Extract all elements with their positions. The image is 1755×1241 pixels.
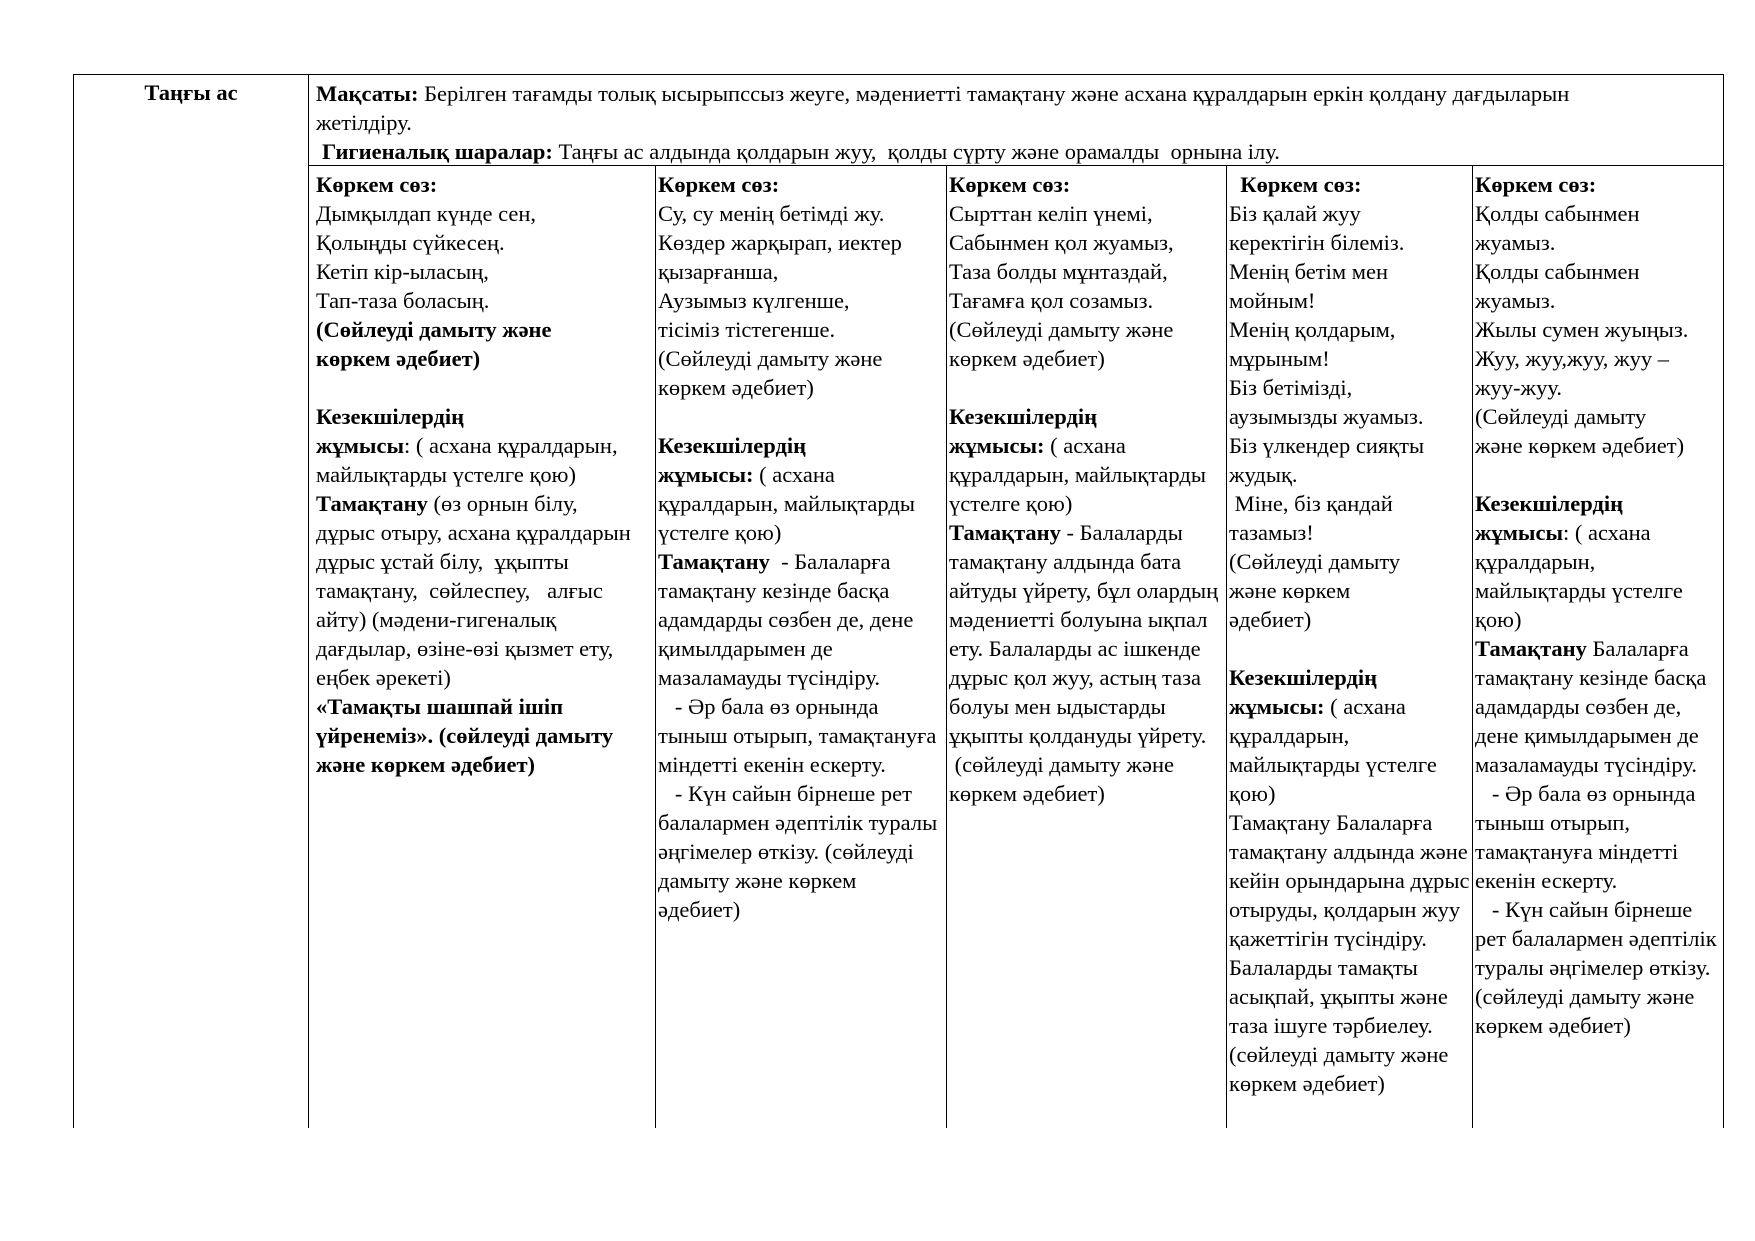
col3-line: Тағамға қол созамыз. <box>949 288 1154 313</box>
col4-line: керектігін білеміз. <box>1229 230 1405 255</box>
col3-line: (Сөйлеуді дамыту және <box>949 317 1174 342</box>
col3-line: көркем әдебиет) <box>949 346 1105 371</box>
col3-line: Кезекшілердің <box>949 404 1098 429</box>
col4-line: Тамақтану Балаларға <box>1229 810 1433 835</box>
col2-line: адамдарды сөзбен де, дене <box>658 607 914 632</box>
col5-line: екенін ескерту. <box>1475 868 1618 893</box>
col1-line: Кезекшілердің <box>316 404 465 429</box>
col3-line <box>949 518 1225 547</box>
col3-line: тамақтану алдында бата <box>949 549 1182 574</box>
col4-line: қажеттігін түсіндіру. <box>1229 926 1427 951</box>
col4-line: Менің қолдарым, <box>1229 317 1396 342</box>
col5-meal-text: Балаларға <box>1586 636 1689 661</box>
col2-line: құралдарын, майлықтарды <box>658 491 915 516</box>
col5-line: Жуу, жуу,жуу, жуу – <box>1475 346 1669 371</box>
col3-line: ұқыпты қолдануды үйрету. <box>949 723 1207 748</box>
column-divider-4 <box>1472 165 1473 1128</box>
col5-line: тамақтануға міндетті <box>1475 839 1679 864</box>
col5-line: туралы әңгімелер өткізу. <box>1475 955 1711 980</box>
col5-line: Қолды сабынмен <box>1475 259 1640 284</box>
col5-line: жуамыз. <box>1475 230 1556 255</box>
col4-duty-label: жұмысы: <box>1229 694 1325 719</box>
col3-heading: Көркем сөз: <box>949 172 1071 197</box>
col1-duty-label: жұмысы <box>316 433 405 458</box>
col2-line: міндетті екенін ескерту. <box>658 752 886 777</box>
col2-line: үстелге қою) <box>658 520 782 545</box>
col1-line: дағдылар, өзіне-өзі қызмет ету, <box>316 636 614 661</box>
col2-heading: Көркем сөз: <box>658 172 780 197</box>
col1-line: Қолыңды сүйкесең. <box>316 230 505 255</box>
col2-line: Аузымыз күлгенше, <box>658 288 850 313</box>
col3-line: Таза болды мұнтаздай, <box>949 259 1168 284</box>
col2-line: дамыту және көркем <box>658 868 857 893</box>
col5-line: қою) <box>1475 607 1522 632</box>
col1-line <box>316 489 654 518</box>
row-label: Таңғы ас <box>144 80 238 105</box>
col1-line: (Сөйлеуді дамыту және <box>316 317 552 342</box>
col5-line: тыныш отырып, <box>1475 810 1630 835</box>
goal-text-1: Берілген тағамды толық ысырыпссыз жеуге, мәдениетті тамақтану және асхана құралдарын еркін қолдану дағдыларын <box>418 81 1570 106</box>
hygiene-line <box>322 137 1722 166</box>
col5-duty-text: : ( асхана <box>1563 520 1651 545</box>
col5-line: жуамыз. <box>1475 288 1556 313</box>
column-divider-2 <box>946 165 947 1128</box>
col5-line: жуу-жуу. <box>1475 375 1562 400</box>
col3-line: Сырттан келіп үнемі, <box>949 201 1153 226</box>
col3-line: көркем әдебиет) <box>949 781 1105 806</box>
col5-line: (Сөйлеуді дамыту <box>1475 404 1647 429</box>
col2-duty-label: жұмысы: <box>658 462 754 487</box>
col2-line: Су, су менің бетімді жу. <box>658 201 885 226</box>
col4-line: қою) <box>1229 781 1276 806</box>
col4-line: көркем әдебиет) <box>1229 1071 1385 1096</box>
col5-line: майлықтарды үстелге <box>1475 578 1683 603</box>
col5-heading: Көркем сөз: <box>1475 172 1597 197</box>
col5-line: - Күн сайын бірнеше <box>1475 897 1693 922</box>
table-left-border <box>73 74 74 1128</box>
col4-line: Міне, біз қандай <box>1229 491 1393 516</box>
col4-line: аузымызды жуамыз. <box>1229 404 1424 429</box>
col1-line: айту) (мәдени-гигеналық <box>316 607 557 632</box>
col2-meal-label: Тамақтану <box>658 549 770 574</box>
col5-line: рет балалармен әдептілік <box>1475 926 1717 951</box>
col3-duty-text: ( асхана <box>1044 433 1126 458</box>
col4-duty-text: ( асхана <box>1324 694 1406 719</box>
col2-line: (Сөйлеуді дамыту және <box>658 346 883 371</box>
col3-line: (сөйлеуді дамыту және <box>949 752 1174 777</box>
col4-line: мұрыным! <box>1229 346 1330 371</box>
col4-line: (сөйлеуді дамыту және <box>1229 1042 1449 1067</box>
col1-line: майлықтарды үстелге қою) <box>316 462 576 487</box>
col4-line: тамақтану алдында және <box>1229 839 1468 864</box>
col4-line: асықпай, ұқыпты және <box>1229 984 1448 1009</box>
col4-line <box>1229 692 1471 721</box>
col1-line <box>316 431 654 460</box>
col3-line: айтуды үйрету, бұл олардың <box>949 578 1219 603</box>
col5-line: Кезекшілердің <box>1475 491 1624 516</box>
col5-line: көркем әдебиет) <box>1475 1013 1631 1038</box>
col5-line: Жылы сумен жуыңыз. <box>1475 317 1689 342</box>
col5-line: құралдарын, <box>1475 549 1596 574</box>
col4-line: отыруды, қолдарын жуу <box>1229 897 1461 922</box>
col2-line <box>658 547 945 576</box>
col2-line: - Әр бала өз орнында <box>658 694 879 719</box>
col2-line: мазаламауды түсіндіру. <box>658 665 880 690</box>
hygiene-label: Гигиеналық шаралар: <box>322 139 553 164</box>
col2-line: Кезекшілердің <box>658 433 807 458</box>
col5-line <box>1475 634 1730 663</box>
col1-line: дұрыс отыру, асхана құралдарын <box>316 520 631 545</box>
col2-meal-text: - Балаларға <box>769 549 891 574</box>
goal-label: Мақсаты: <box>316 81 419 106</box>
column-divider-3 <box>1226 165 1227 1128</box>
col2-line: - Күн сайын бірнеше рет <box>658 781 912 806</box>
col4-heading: Көркем сөз: <box>1229 172 1362 197</box>
col4-line: әдебиет) <box>1229 607 1312 632</box>
col2-line: қимылдарымен де <box>658 636 833 661</box>
col2-line: тамақтану кезінде басқа <box>658 578 890 603</box>
col5-line: (сөйлеуді дамыту және <box>1475 984 1695 1009</box>
col4-line: (Сөйлеуді дамыту <box>1229 549 1401 574</box>
col5-line: тамақтану кезінде басқа <box>1475 665 1707 690</box>
col1-line: дұрыс ұстай білу, ұқыпты <box>316 549 569 574</box>
col1-heading: Көркем сөз: <box>316 172 438 197</box>
col5-line <box>1475 518 1730 547</box>
goal-line-2: жетілдіру. <box>316 110 412 135</box>
col5-line: адамдарды сөзбен де, <box>1475 694 1682 719</box>
col4-line: және көркем <box>1229 578 1351 603</box>
col2-duty-text: ( асхана <box>753 462 835 487</box>
col5-line: мазаламауды түсіндіру. <box>1475 752 1697 777</box>
col1-line: тамақтану, сөйлеспеу, алғыс <box>316 578 603 603</box>
col4-line: Менің бетім мен <box>1229 259 1389 284</box>
col4-line: таза ішуге тәрбиелеу. <box>1229 1013 1433 1038</box>
col2-line: Көздер жарқырап, иектер <box>658 230 902 255</box>
col1-line: еңбек әрекеті) <box>316 665 451 690</box>
col4-line: Біз қалай жуу <box>1229 201 1361 226</box>
col5-line: дене қимылдарымен де <box>1475 723 1699 748</box>
col1-meal-text: (өз орнын білу, <box>427 491 578 516</box>
col4-line: құралдарын, <box>1229 723 1350 748</box>
col5-line: Қолды сабынмен <box>1475 201 1640 226</box>
col1-line: Тап-таза боласың. <box>316 288 490 313</box>
col3-duty-label: жұмысы: <box>949 433 1045 458</box>
col3-line: Сабынмен қол жуамыз, <box>949 230 1174 255</box>
col4-line: Кезекшілердің <box>1229 665 1378 690</box>
col4-line: Біз бетімізді, <box>1229 375 1353 400</box>
col5-meal-label: Тамақтану <box>1475 636 1587 661</box>
col4-line: Балаларды тамақты <box>1229 955 1418 980</box>
col4-line: жудық. <box>1229 462 1298 487</box>
col4-line: тазамыз! <box>1229 520 1314 545</box>
col1-line: «Тамақты шашпай ішіп <box>316 694 564 719</box>
col2-line <box>658 460 945 489</box>
col1-line: және көркем әдебиет) <box>316 752 536 777</box>
col2-line: тісіміз тістегенше. <box>658 317 836 342</box>
col4-line: мойным! <box>1229 288 1316 313</box>
col4-line: майлықтарды үстелге <box>1229 752 1437 777</box>
col4-line: кейін орындарына дұрыс <box>1229 868 1470 893</box>
col1-duty-text: : ( асхана құралдарын, <box>404 433 618 458</box>
col1-meal-label: Тамақтану <box>316 491 428 516</box>
col5-duty-label: жұмысы <box>1475 520 1564 545</box>
goal-line-1 <box>316 79 1721 108</box>
col3-meal-text: - Балаларды <box>1060 520 1183 545</box>
col1-line: үйренеміз». (сөйлеуді дамыту <box>316 723 614 748</box>
col3-meal-label: Тамақтану <box>949 520 1061 545</box>
col3-line: ету. Балаларды ас ішкенде <box>949 636 1201 661</box>
label-column-divider <box>308 74 309 1128</box>
col1-line: Кетіп кір-ыласың, <box>316 259 489 284</box>
hygiene-text: Таңғы ас алдында қолдарын жуу, қолды сүрту және орамалды орнына ілу. <box>552 139 1280 164</box>
column-divider-1 <box>655 165 656 1128</box>
col3-line: дұрыс қол жуу, астың таза <box>949 665 1202 690</box>
col1-line: көркем әдебиет) <box>316 346 481 371</box>
col2-line: көркем әдебиет) <box>658 375 814 400</box>
table-top-border <box>73 74 1724 75</box>
col2-line: тыныш отырып, тамақтануға <box>658 723 937 748</box>
col5-line: - Әр бала өз орнында <box>1475 781 1696 806</box>
col1-line: Дымқылдап күнде сен, <box>316 201 536 226</box>
col5-line: және көркем әдебиет) <box>1475 433 1685 458</box>
col2-line: әдебиет) <box>658 897 741 922</box>
col3-line: мәдениетті болуына ықпал <box>949 607 1208 632</box>
col2-line: балалармен әдептілік туралы <box>658 810 938 835</box>
col3-line: құралдарын, майлықтарды <box>949 462 1206 487</box>
col2-line: қызарғанша, <box>658 259 779 284</box>
col3-line: үстелге қою) <box>949 491 1073 516</box>
col4-line: Біз үлкендер сияқты <box>1229 433 1425 458</box>
col3-line <box>949 431 1225 460</box>
col3-line: болуы мен ыдыстарды <box>949 694 1166 719</box>
col2-line: әңгімелер өткізу. (сөйлеуді <box>658 839 914 864</box>
